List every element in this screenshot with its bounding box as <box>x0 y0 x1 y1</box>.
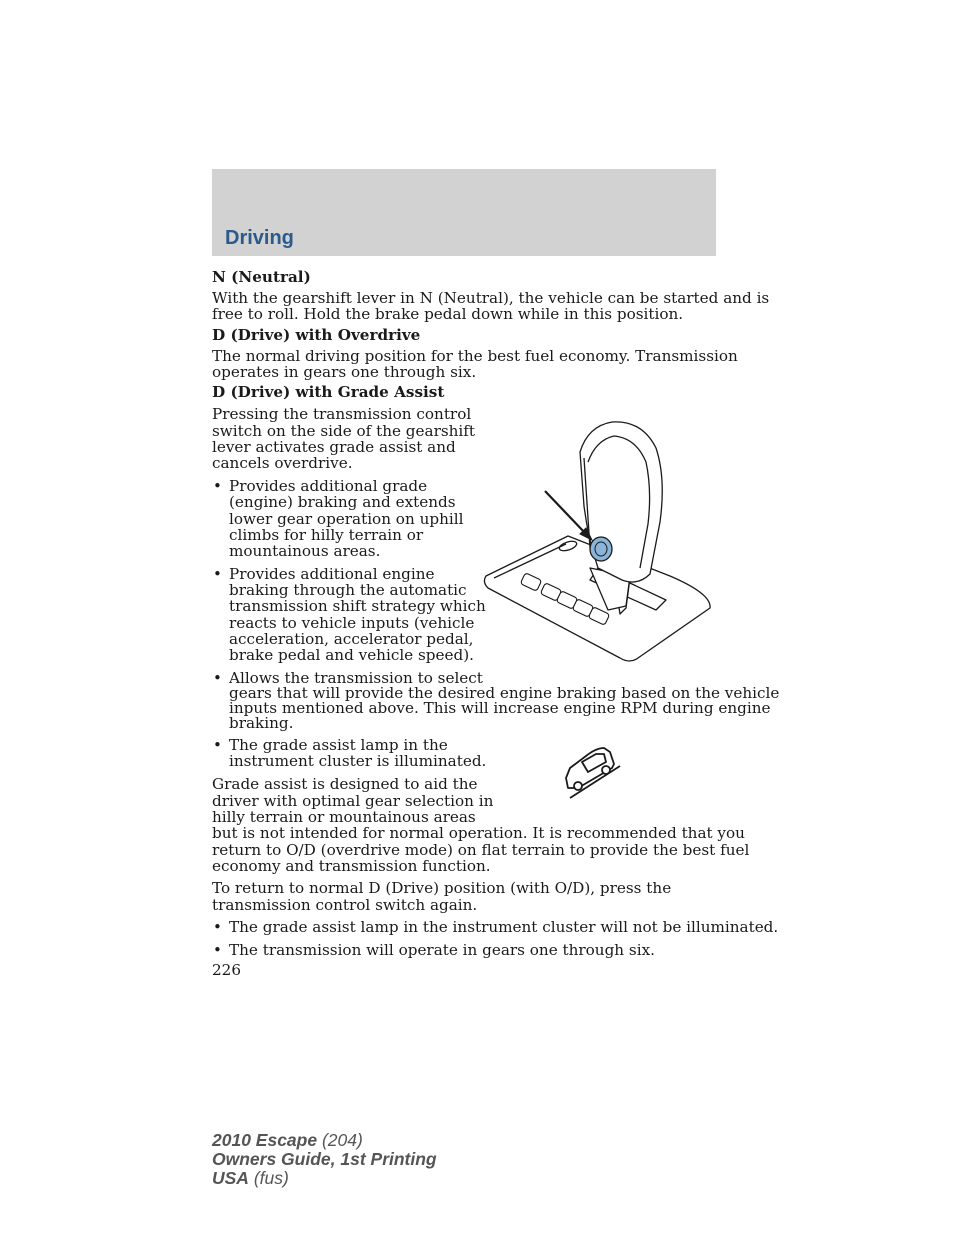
bullet3-line: braking. <box>229 714 294 732</box>
neutral-line: With the gearshift lever in N (Neutral), the vehicle can be started and is <box>212 289 770 307</box>
bullet-marker: • <box>213 941 222 959</box>
document-footer <box>212 1131 437 1188</box>
bullet2-line: transmission shift strategy which <box>229 597 486 615</box>
bullet-marker: • <box>213 736 222 754</box>
footer-model-code: (204) <box>321 1130 363 1150</box>
bullet-marker: • <box>213 565 222 583</box>
designed-line: economy and transmission function. <box>212 857 491 875</box>
bullet2-line: Provides additional engine <box>229 565 435 583</box>
bullet4-line: The grade assist lamp in the <box>229 736 448 754</box>
return-line: To return to normal D (Drive) position (with O/D), press the <box>212 879 672 897</box>
bullet4-line: instrument cluster is illuminated. <box>229 752 487 770</box>
grade-assist-heading: D (Drive) with Grade Assist <box>212 383 445 401</box>
grade-assist-lamp-icon <box>560 744 622 800</box>
bullet2-line: brake pedal and vehicle speed). <box>229 646 474 664</box>
grade-assist-intro-line: switch on the side of the gearshift <box>212 422 475 440</box>
bullet-marker: • <box>213 669 222 687</box>
neutral-line: free to roll. Hold the brake pedal down while in this position. <box>212 305 684 323</box>
gearshift-illustration <box>480 418 716 664</box>
footer-model: 2010 Escape <box>212 1130 318 1150</box>
footer-guide: Owners Guide, 1st Printing <box>212 1149 437 1169</box>
bullet6-line: The transmission will operate in gears one through six. <box>229 941 655 959</box>
bullet1-line: climbs for hilly terrain or <box>229 526 424 544</box>
bullet3-line: inputs mentioned above. This will increase engine RPM during engine <box>229 699 771 717</box>
designed-line: but is not intended for normal operation. It is recommended that you <box>212 824 745 842</box>
bullet1-line: mountainous areas. <box>229 542 381 560</box>
bullet-marker: • <box>213 918 222 936</box>
designed-line: return to O/D (overdrive mode) on flat terrain to provide the best fuel <box>212 841 750 859</box>
return-line: transmission control switch again. <box>212 896 478 914</box>
overdrive-heading: D (Drive) with Overdrive <box>212 326 421 344</box>
bullet5-line: The grade assist lamp in the instrument cluster will not be illuminated. <box>229 918 779 936</box>
bullet3-line: gears that will provide the desired engine braking based on the vehicle <box>229 684 780 702</box>
footer-market-code: (fus) <box>253 1168 289 1188</box>
designed-line: hilly terrain or mountainous areas <box>212 808 476 826</box>
grade-assist-intro-line: Pressing the transmission control <box>212 405 472 423</box>
neutral-heading: N (Neutral) <box>212 268 311 286</box>
bullet1-line: Provides additional grade <box>229 477 428 495</box>
grade-assist-switch <box>590 537 612 561</box>
overdrive-line: operates in gears one through six. <box>212 363 477 381</box>
bullet1-line: (engine) braking and extends <box>229 493 456 511</box>
bullet1-line: lower gear operation on uphill <box>229 510 464 528</box>
bullet2-line: braking through the automatic <box>229 581 467 599</box>
designed-line: Grade assist is designed to aid the <box>212 775 478 793</box>
grade-assist-intro-line: lever activates grade assist and <box>212 438 456 456</box>
overdrive-line: The normal driving position for the best fuel economy. Transmission <box>212 347 738 365</box>
grade-assist-intro-line: cancels overdrive. <box>212 454 353 472</box>
bullet2-line: acceleration, accelerator pedal, <box>229 630 474 648</box>
bullet-marker: • <box>213 477 222 495</box>
pointer-arrow <box>545 491 586 534</box>
section-title: Driving <box>225 227 294 249</box>
footer-market: USA <box>212 1168 249 1188</box>
bullet2-line: reacts to vehicle inputs (vehicle <box>229 614 475 632</box>
page-number: 226 <box>212 961 241 979</box>
bullet3-line: Allows the transmission to select <box>229 669 483 687</box>
designed-line: driver with optimal gear selection in <box>212 792 494 810</box>
